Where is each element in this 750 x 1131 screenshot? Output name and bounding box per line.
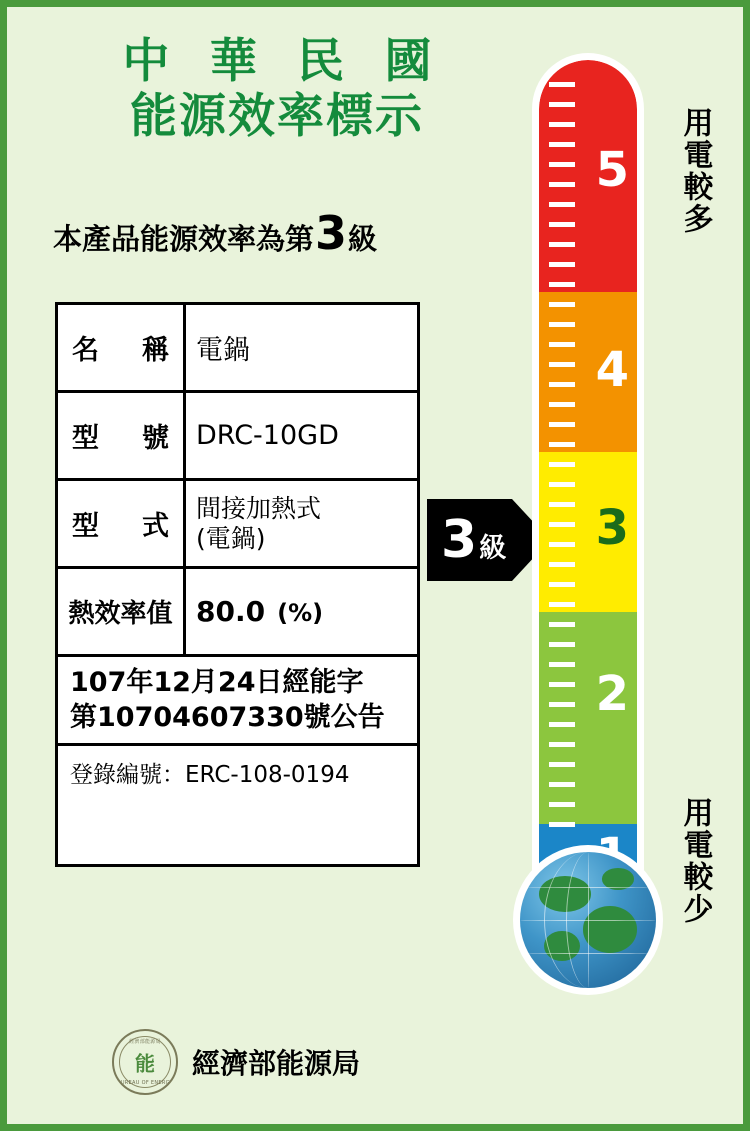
seal-bottom-text: BUREAU OF ENERGY: [117, 1080, 173, 1086]
table-row: [58, 305, 417, 393]
efficiency-unit: (%): [277, 599, 324, 627]
specification-table: [55, 302, 420, 867]
row-value-model: DRC-10GD: [196, 420, 339, 451]
bureau-footer: [112, 1029, 360, 1095]
title-line-1: 中 華 民 國: [122, 34, 444, 89]
row-value-type-line2: (電鍋): [196, 523, 266, 553]
row-label-name: 名 稱: [58, 305, 186, 390]
grade-statement-prefix: 本產品能源效率為第: [53, 222, 315, 256]
notice-line-1: 107年12月24日經能字: [70, 667, 364, 698]
grade-pointer-suffix: 級: [479, 533, 507, 564]
row-value-name: 電鍋: [196, 335, 250, 366]
efficiency-value: 80.0: [196, 595, 266, 628]
label-title: [67, 35, 487, 144]
globe-icon: [520, 852, 656, 988]
thermometer-ticks: [549, 60, 575, 910]
energy-thermometer: [499, 55, 667, 1095]
table-row: [58, 393, 417, 481]
row-value-type-line1: 間接加熱式: [196, 494, 322, 523]
registration-line: 登錄編號：ERC-108-0194: [70, 762, 350, 789]
bureau-seal-icon: [112, 1029, 178, 1095]
title-line-2: 能源效率標示: [130, 88, 424, 144]
bureau-name: 經濟部能源局: [192, 1047, 361, 1080]
side-text-high-usage: 用電較多: [677, 107, 713, 235]
band-label-5: 5: [595, 142, 629, 198]
side-text-low-usage: 用電較少: [677, 797, 713, 925]
row-label-type: 型 式: [58, 481, 186, 566]
grade-statement-number: 3: [315, 206, 348, 260]
row-value-type: [186, 481, 417, 566]
notice-line-2: 第10704607330號公告: [70, 702, 385, 734]
grade-pointer-number: 3: [441, 510, 478, 570]
public-notice: [58, 657, 417, 746]
thermometer-tube: [534, 55, 642, 915]
band-label-2: 2: [595, 666, 629, 722]
band-label-4: 4: [595, 342, 629, 398]
seal-top-text: 經濟部能源局: [129, 1039, 161, 1045]
table-row: [58, 481, 417, 569]
row-label-efficiency: 熱效率值: [58, 569, 186, 654]
registration-number: [58, 746, 417, 864]
table-row: [58, 569, 417, 657]
thermometer-bulb: [513, 845, 663, 995]
grade-statement: [53, 206, 378, 260]
row-label-model: 型 號: [58, 393, 186, 478]
band-label-3: 3: [595, 500, 629, 556]
grade-statement-suffix: 級: [348, 222, 378, 256]
row-value-efficiency: [186, 569, 417, 654]
seal-core-text: 能: [135, 1051, 155, 1076]
